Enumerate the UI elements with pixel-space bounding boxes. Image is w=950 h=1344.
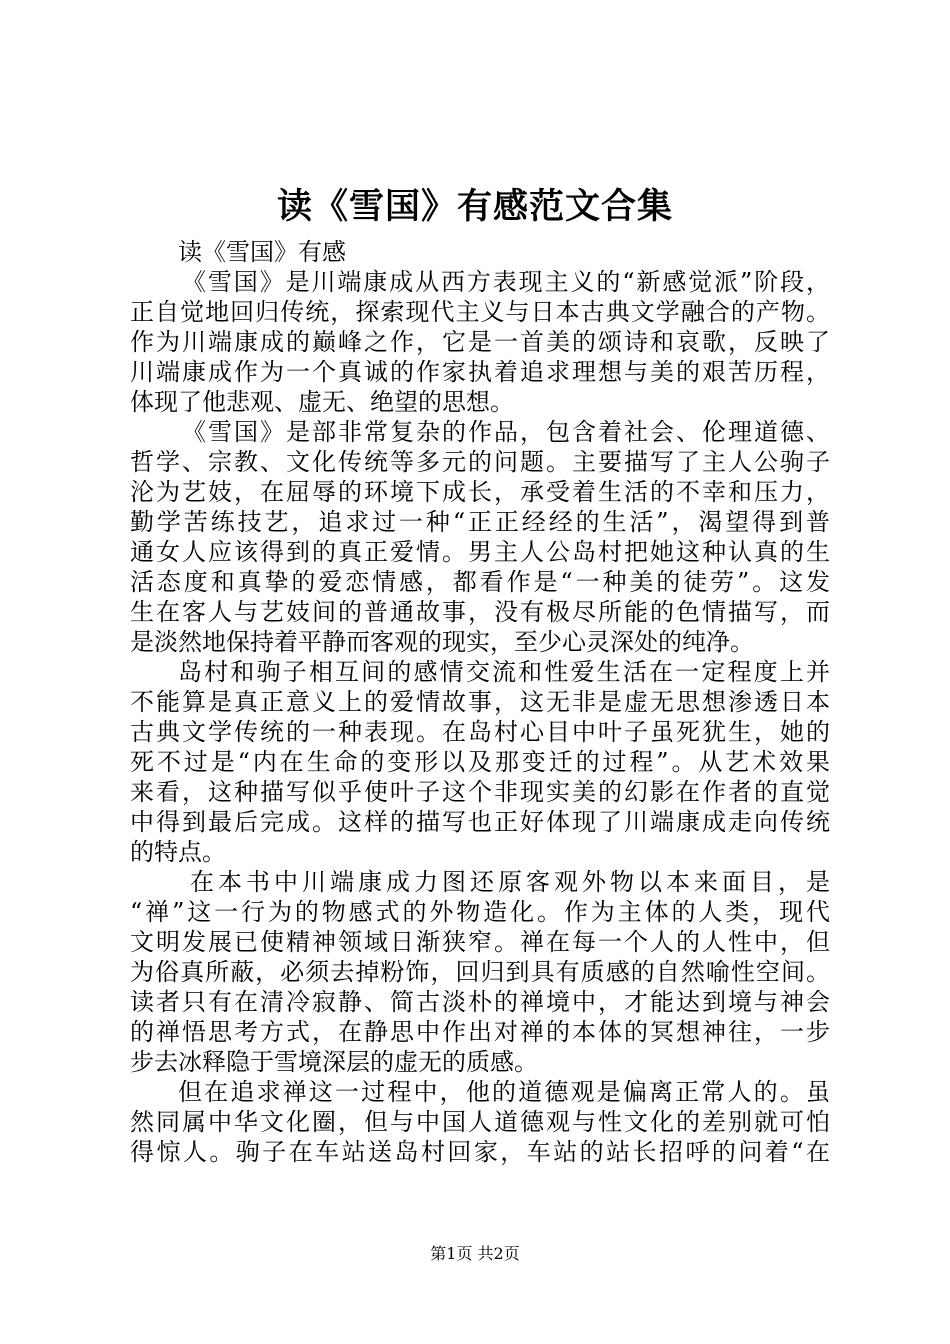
text-line: 《雪国》是川端康成从西方表现主义的“新感觉派”阶段， (182, 268, 830, 296)
text-line: 然同属中华文化圈，但与中国人道德观与性文化的差别就可怕 (130, 1108, 830, 1136)
text-line: 的特点。 (130, 838, 226, 866)
text-line: 沦为艺妓，在屈辱的环境下成长，承受着生活的不幸和压力， (130, 478, 830, 506)
text-line: 文明发展已使精神领域日渐狭窄。禅在每一个人的人性中，但 (130, 928, 830, 956)
text-line: 岛村和驹子相互间的感情交流和性爱生活在一定程度上并 (178, 658, 830, 686)
text-line: 步去冰释隐于雪境深层的虚无的质感。 (130, 1048, 538, 1076)
text-line: 勤学苦练技艺，追求过一种“正正经经的生活”，渴望得到普 (130, 508, 830, 536)
text-line: 生在客人与艺妓间的普通故事，没有极尽所能的色情描写，而 (130, 598, 830, 626)
text-line: 但在追求禅这一过程中，他的道德观是偏离正常人的。虽 (178, 1078, 830, 1106)
text-line: 中得到最后完成。这样的描写也正好体现了川端康成走向传统 (130, 808, 830, 836)
text-line: 在本书中川端康成力图还原客观外物以本来面目，是 (190, 868, 830, 896)
page-title: 读《雪国》有感范文合集 (276, 186, 673, 227)
section-subtitle: 读《雪国》有感 (178, 238, 346, 266)
text-line: 正自觉地回归传统，探索现代主义与日本古典文学融合的产物。 (130, 298, 830, 326)
text-line: 来看，这种描写似乎使叶子这个非现实美的幻影在作者的直觉 (130, 778, 830, 806)
document-body (130, 237, 830, 1167)
text-line: 哲学、宗教、文化传统等多元的问题。主要描写了主人公驹子 (130, 448, 830, 476)
text-line: 《雪国》是部非常复杂的作品，包含着社会、伦理道德、 (182, 418, 830, 446)
text-line: 是淡然地保持着平静而客观的现实，至少心灵深处的纯净。 (130, 628, 754, 656)
text-line: 得惊人。驹子在车站送岛村回家，车站的站长招呼的问着“在 (130, 1138, 830, 1166)
text-line: 古典文学传统的一种表现。在岛村心目中叶子虽死犹生，她的 (130, 718, 830, 746)
text-line: 读者只有在清冷寂静、简古淡朴的禅境中，才能达到境与神会 (130, 988, 830, 1016)
page-footer: 第1页 共2页 (430, 1244, 520, 1263)
text-line: 川端康成作为一个真诚的作家执着追求理想与美的艰苦历程， (130, 358, 830, 386)
text-line: 为俗真所蔽，必须去掉粉饰，回归到具有质感的自然喻性空间。 (130, 958, 830, 986)
text-line: 体现了他悲观、虚无、绝望的思想。 (130, 388, 514, 416)
text-line: “禅”这一行为的物感式的外物造化。作为主体的人类，现代 (130, 898, 830, 926)
text-line: 不能算是真正意义上的爱情故事，这无非是虚无思想渗透日本 (130, 688, 830, 716)
text-line: 作为川端康成的巅峰之作，它是一首美的颂诗和哀歌，反映了 (130, 328, 830, 356)
text-line: 活态度和真挚的爱恋情感，都看作是“一种美的徒劳”。这发 (130, 568, 830, 596)
text-line: 死不过是“内在生命的变形以及那变迁的过程”。从艺术效果 (130, 748, 830, 776)
text-line: 的禅悟思考方式，在静思中作出对禅的本体的冥想神往，一步 (130, 1018, 830, 1046)
text-line: 通女人应该得到的真正爱情。男主人公岛村把她这种认真的生 (130, 538, 830, 566)
